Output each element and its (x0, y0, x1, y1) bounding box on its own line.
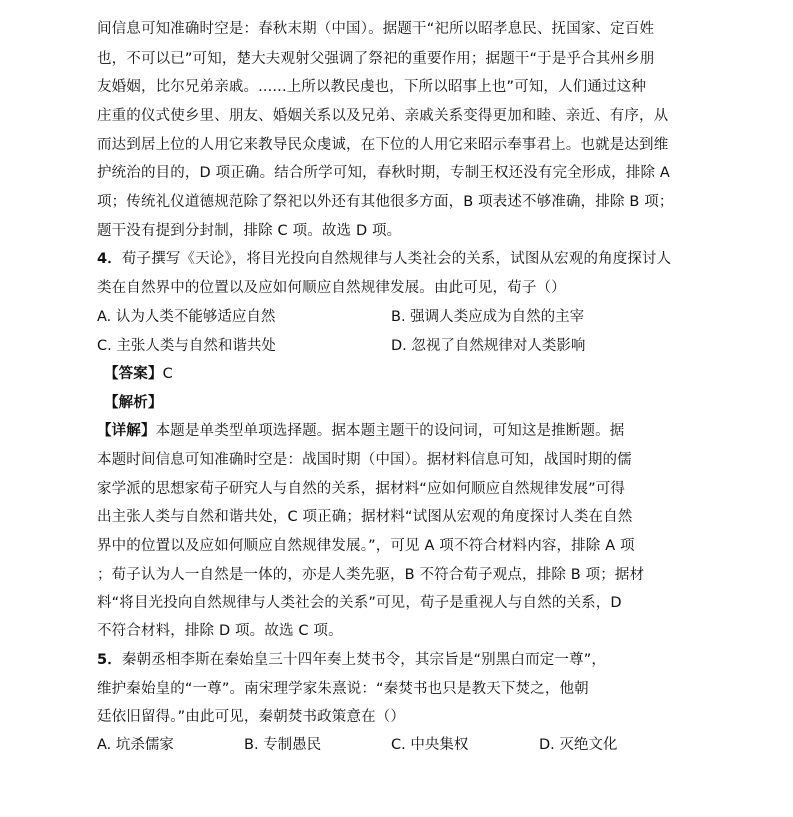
q4-detail-line: 不符合材料，排除 D 项。故选 C 项。 (97, 623, 343, 639)
q3-analysis-line: 间信息可知准确时空是：春秋末期（中国）。据题干“祀所以昭孝息民、抚国家、定百姓 (97, 21, 655, 37)
q4-detail-line: 界中的位置以及应如何顺应自然规律发展。”，可见 A 项不符合材料内容，排除 A 项 (97, 538, 635, 554)
answer-value: C (162, 366, 173, 382)
answer-label: 【答案】 (104, 366, 163, 382)
q4-number: 4． (97, 251, 122, 267)
q3-analysis-line: 庄重的仪式使乡里、朋友、婚姻关系以及兄弟、亲戚关系变得更加和睦、亲近、有序，从 (97, 108, 669, 124)
q5-number: 5． (97, 652, 122, 668)
q4-stem-line (97, 249, 671, 269)
q4-detail-line: 料“将目光投向自然规律与人类社会的关系”可见，荀子是重视人与自然的关系，D (97, 595, 622, 611)
analysis-label: 【解析】 (104, 395, 163, 411)
q4-stem-line: 类在自然界中的位置以及应如何顺应自然规律发展。由此可见，荀子（） (97, 280, 566, 296)
q4-detail-line: 出主张人类与自然和谐共处，C 项正确；据材料“试图从宏观的角度探讨人类在自然 (97, 509, 633, 525)
q4-detail-line: 家学派的思想家荀子研究人与自然的关系，据材料“应如何顺应自然规律发展”可得 (97, 481, 626, 497)
q4-option-a: A. 认为人类不能够适应自然 (97, 309, 276, 325)
q5-stem-line (97, 650, 606, 670)
q3-analysis-line: 也，不可以已”可知，楚大夫观射父强调了祭祀的重要作用；据题干“于是乎合其州乡朋 (97, 51, 655, 67)
q4-detail-text: 本题是单类型单项选择题。据本题主题干的设问词，可知这是推断题。据 (155, 423, 625, 439)
q3-analysis-line: 项；传统礼仪道德规范除了祭祀以外还有其他很多方面，B 项表述不够准确，排除 B 项； (97, 194, 674, 210)
q5-option-b: B. 专制愚民 (244, 737, 322, 753)
q4-detail-line: 本题时间信息可知准确时空是：战国时期（中国）。据材料信息可知，战国时期的儒 (97, 452, 632, 468)
q4-option-c: C. 主张人类与自然和谐共处 (97, 338, 276, 354)
q5-option-d: D. 灭绝文化 (539, 737, 618, 753)
q5-stem-text: 秦朝丞相李斯在秦始皇三十四年奏上焚书令，其宗旨是“别黑白而定一尊”， (121, 652, 607, 668)
q4-option-d: D. 忽视了自然规律对人类影响 (391, 338, 586, 354)
q3-analysis-line: 而达到居上位的人用它来教导民众虔诚，在下位的人用它来昭示奉事君上。也就是达到维 (97, 137, 669, 153)
q4-detail-line (97, 421, 624, 441)
q5-option-a: A. 坑杀儒家 (97, 737, 174, 753)
q5-stem-line: 廷依旧留得。”由此可见，秦朝焚书政策意在（） (97, 709, 406, 725)
q3-analysis-line: 题干没有提到分封制，排除 C 项。故选 D 项。 (97, 223, 402, 239)
q5-option-c: C. 中央集权 (391, 737, 469, 753)
q4-detail-line: ；荀子认为人一自然是一体的，亦是人类先驱，B 不符合荀子观点，排除 B 项；据材 (97, 567, 645, 583)
detail-label: 【详解】 (97, 423, 156, 439)
q4-option-b: B. 强调人类应成为自然的主宰 (391, 309, 585, 325)
q4-answer (104, 364, 173, 384)
q5-stem-line: 维护秦始皇的“一尊”。南宋理学家朱熹说：“秦焚书也只是教天下焚之，他朝 (97, 681, 589, 697)
q3-analysis-line: 护统治的目的，D 项正确。结合所学可知，春秋时期，专制王权还没有完全形成，排除 A (97, 165, 670, 181)
q3-analysis-line: 友婚姻，比尔兄弟亲戚。......上所以教民虔也，下所以昭事上也”可知，人们通过这种 (97, 79, 646, 95)
q4-stem-text: 荀子撰写《天论》，将目光投向自然规律与人类社会的关系，试图从宏观的角度探讨人 (121, 251, 672, 267)
